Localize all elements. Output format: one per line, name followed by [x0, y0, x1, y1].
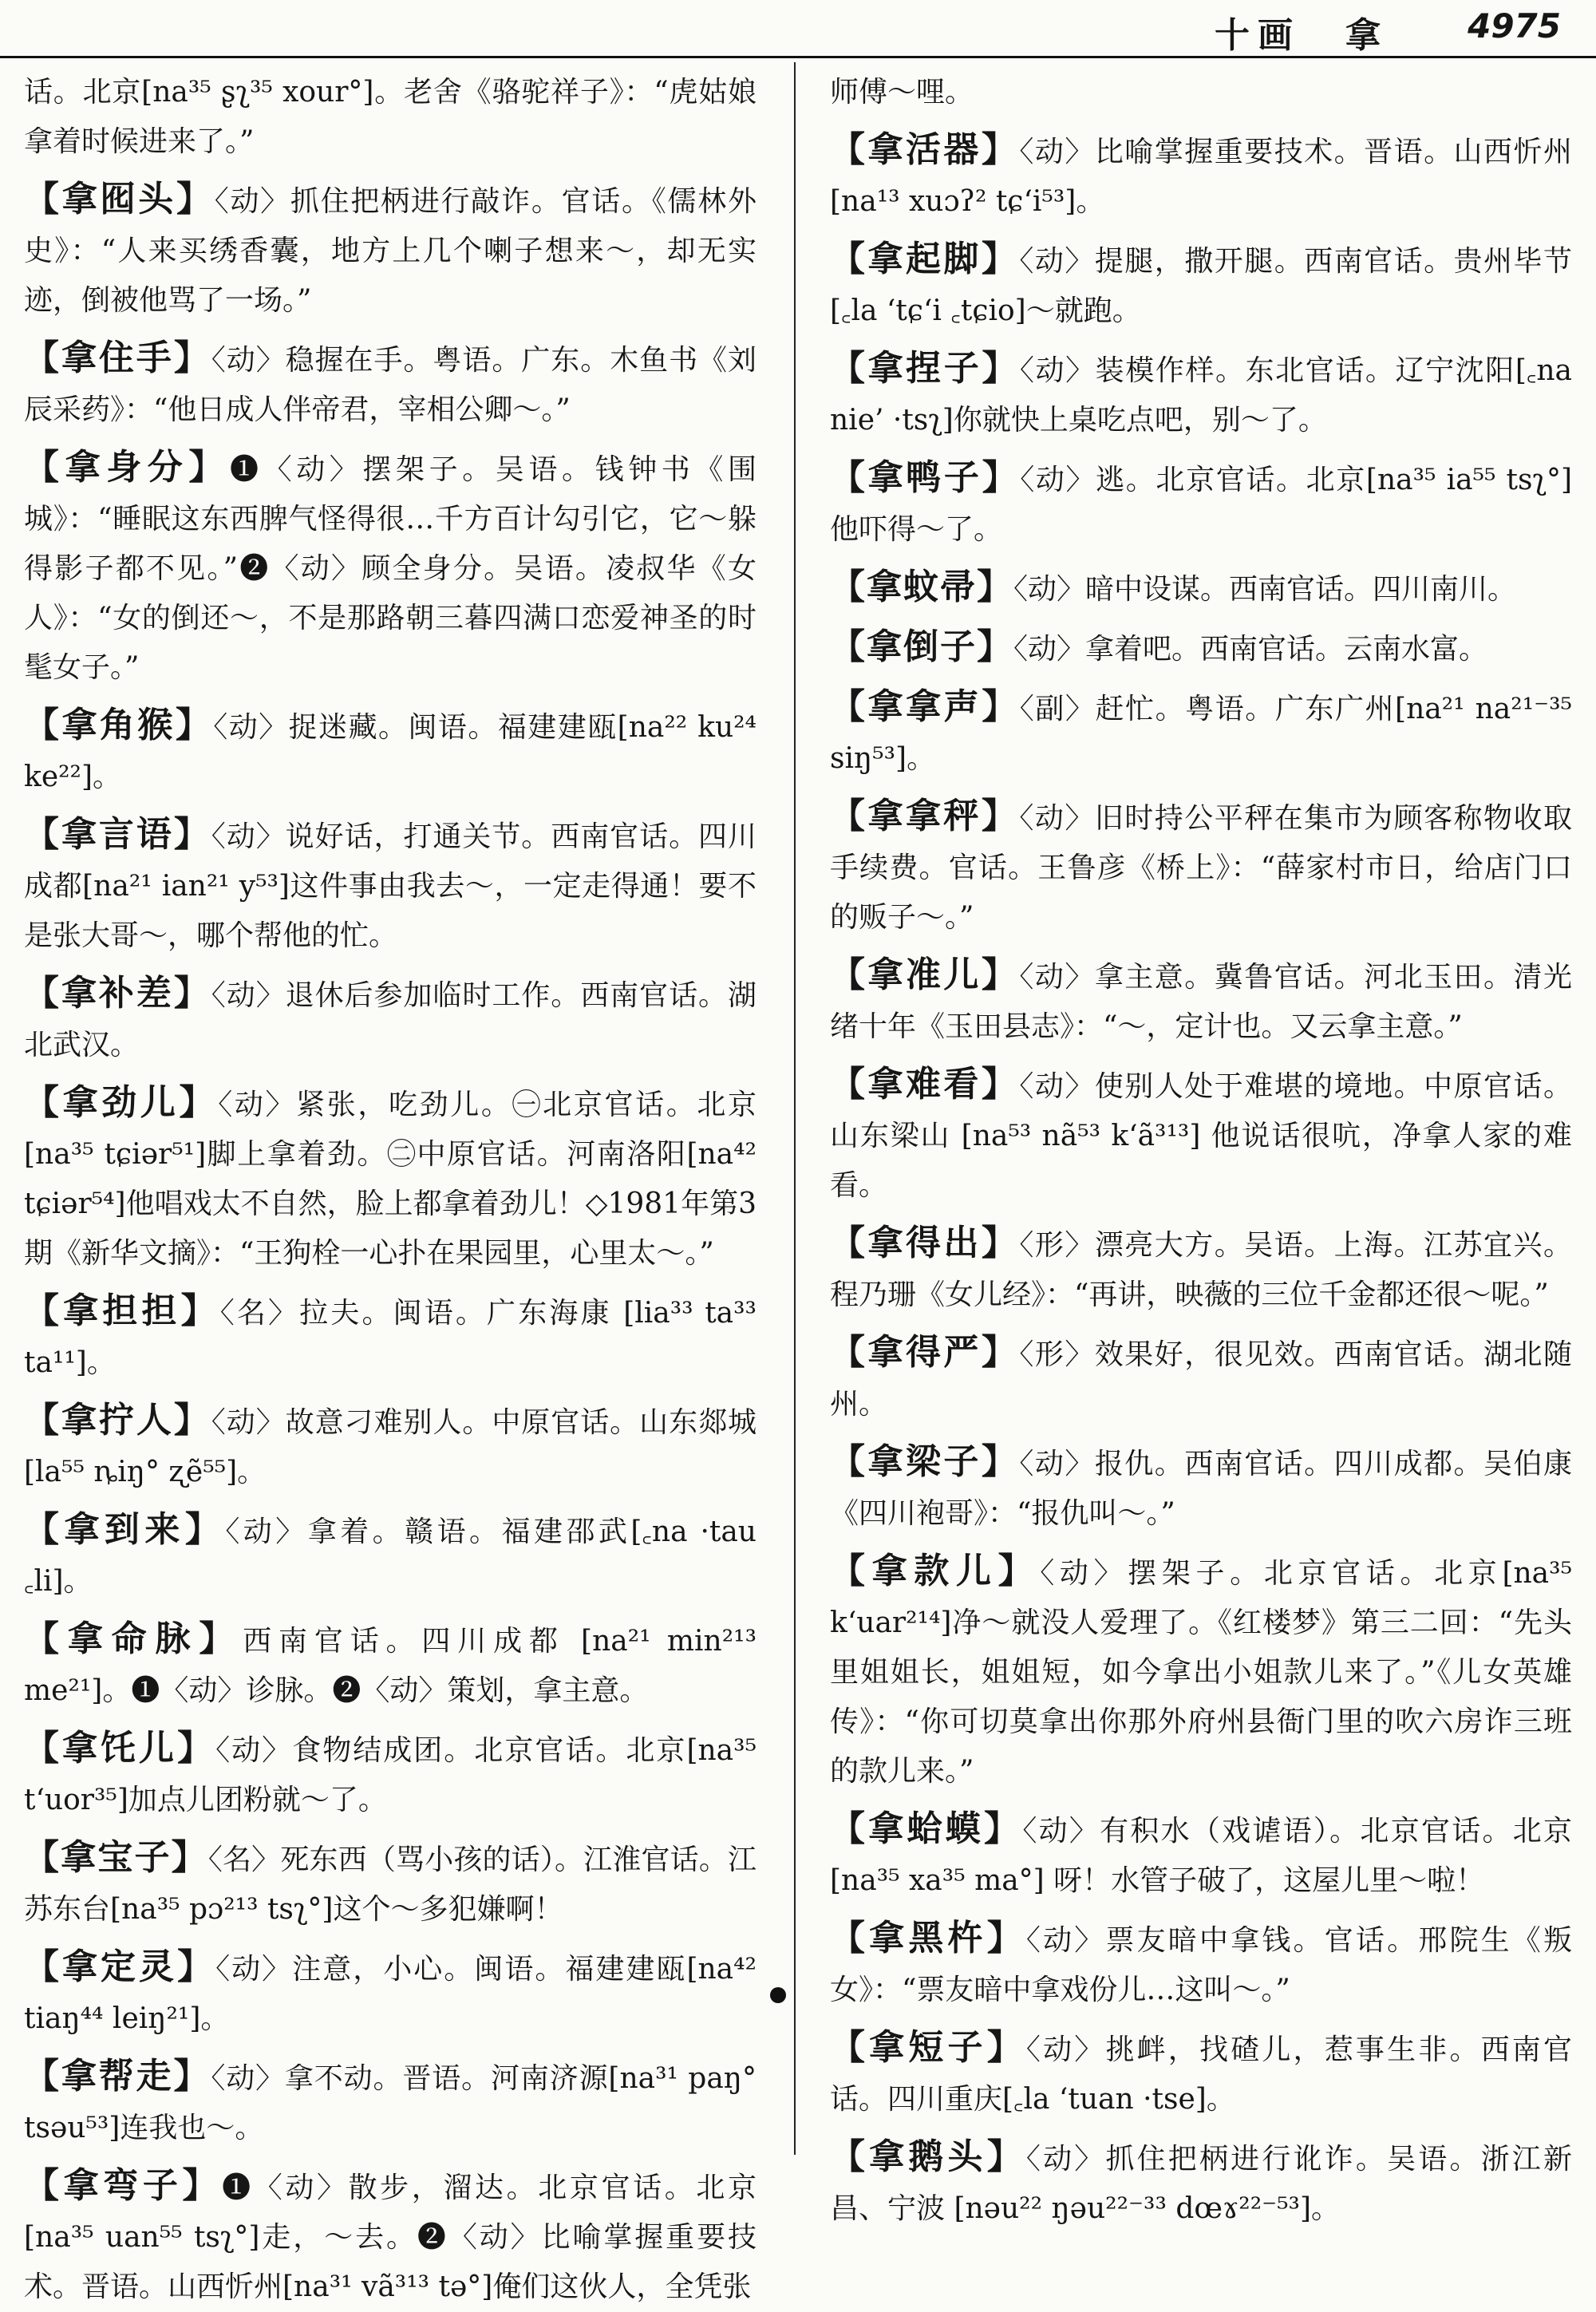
entry-definition: 〈动〉稳握在手。粤语。广东。木鱼书《刘辰采药》：“他日成人伴帝君，宰相公卿～。”: [24, 344, 757, 426]
entry-definition: 〈动〉票友暗中拿钱。官话。邢院生《叛女》：“票友暗中拿戏份儿…这叫～。”: [830, 1924, 1572, 2006]
entry-definition: 〈动〉拿着吧。西南官话。云南水富。: [1013, 633, 1488, 666]
entry-headword: 【拿得出】: [830, 1223, 1020, 1263]
entry-headword: 【拿住手】: [24, 338, 211, 378]
dictionary-entry: [830, 682, 1572, 784]
entry-headword: 【拿活器】: [830, 129, 1020, 170]
entry-definition: 〈名〉死东西（骂小孩的话）。江淮官话。江苏东台[na³⁵ pɔ²¹³ tsʅ°]这个～多犯嫌啊！: [24, 1844, 757, 1926]
entry-definition: 西南官话。四川成都 [na²¹ min²¹³ me²¹]。❶〈动〉诊脉。❷〈动〉策划，拿主意。: [24, 1625, 757, 1707]
entry-definition: 〈副〉赶忙。粤语。广东广州[na²¹ na²¹⁻³⁵ siŋ⁵³]。: [830, 693, 1572, 775]
entry-definition: 〈名〉拉夫。闽语。广东海康 [lia³³ ta³³ ta¹¹]。: [24, 1297, 757, 1379]
entry-definition: 〈动〉紧张，吃劲儿。㊀北京官话。北京[na³⁵ tɕiər⁵¹]脚上拿着劲。㊁中原官话。河南洛阳[na⁴² tɕiər⁵⁴]他唱戏太不自然，脸上都拿着劲儿！◇1981年第3期《新华文摘》：“王狗栓一心扑在果园里，心里太～。”: [24, 1089, 757, 1270]
entry-headword: 【拿鹅头】: [830, 2136, 1026, 2177]
dictionary-entry: [830, 1060, 1572, 1211]
entry-headword: 【拿身分】: [24, 447, 230, 488]
entry-headword: 【拿黑杵】: [830, 1918, 1026, 1958]
entry-headword: 【拿弯子】: [24, 2165, 223, 2206]
entry-definition: 〈形〉效果好，很见效。西南官话。湖北随州。: [830, 1338, 1572, 1421]
dictionary-entry: [24, 1286, 757, 1388]
dictionary-entry: [24, 1078, 757, 1279]
entry-headword: 【拿饦儿】: [24, 1728, 216, 1769]
left-column: [24, 68, 757, 2303]
dictionary-entry: [24, 810, 757, 961]
entry-headword: 【拿梁子】: [830, 1441, 1020, 1482]
entry-definition: 〈动〉报仇。西南官话。四川成都。吴伯康《四川袍哥》：“报仇叫～。”: [830, 1448, 1572, 1530]
dictionary-entry: [24, 2161, 757, 2312]
entry-headword: 【拿囮头】: [24, 179, 215, 219]
entry-definition: 〈动〉拿不动。晋语。河南济源[na³¹ paŋ° tsəu⁵³]连我也～。: [24, 2062, 757, 2144]
dictionary-entry: [830, 125, 1572, 227]
dictionary-entry: [24, 1833, 757, 1935]
dictionary-entry: [24, 701, 757, 802]
entry-definition: 〈动〉暗中设谋。西南官话。四川南川。: [1013, 573, 1517, 606]
entry-definition: 〈动〉比喻掌握重要技术。晋语。山西忻州[na¹³ xuɔʔ² tɕ‘i⁵³]。: [830, 136, 1572, 218]
entry-headword: 【拿准儿】: [830, 954, 1020, 995]
entry-headword: 【拿担担】: [24, 1290, 220, 1331]
entry-headword: 【拿蚊帚】: [830, 567, 1013, 607]
entry-headword: 【拿难看】: [830, 1064, 1020, 1105]
entry-headword: 【拿劲儿】: [24, 1082, 219, 1123]
dictionary-entry: [830, 1437, 1572, 1539]
entry-continuation: [24, 68, 757, 167]
entry-headword: 【拿捏子】: [830, 348, 1020, 389]
dictionary-entry: [830, 1328, 1572, 1429]
entry-headword: 【拿鸭子】: [830, 457, 1021, 498]
dictionary-entry: [24, 969, 757, 1070]
dictionary-entry: [24, 2052, 757, 2153]
entry-definition: 〈动〉注意，小心。闽语。福建建瓯[na⁴² tiaŋ⁴⁴ leiŋ²¹]。: [24, 1953, 757, 2035]
entry-definition: 〈动〉食物结成团。北京官话。北京[na³⁵ t‘uor³⁵]加点儿团粉就～了。: [24, 1734, 757, 1816]
dictionary-entry: [830, 1804, 1572, 1906]
entry-definition: 〈动〉拿主意。冀鲁官话。河北玉田。清光绪十年《玉田县志》：“～，定计也。又云拿主意。”: [830, 961, 1572, 1043]
entry-definition: 师傅～哩。: [830, 76, 974, 109]
dictionary-entry: [830, 344, 1572, 445]
dictionary-entry: [830, 792, 1572, 943]
entry-definition: ❶〈动〉散步，溜达。北京官话。北京[na³⁵ uan⁵⁵ tsʅ°]走，～去。❷〈动〉比喻掌握重要技术。晋语。山西忻州[na³¹ vã³¹³ tə°]俺们这伙人，全凭张: [24, 2172, 757, 2303]
entry-definition: 话。北京[na³⁵ ʂʅ³⁵ xour°]。老舍《骆驼祥子》：“虎姑娘拿着时候进来了。”: [24, 76, 757, 158]
dictionary-entry: [24, 1505, 757, 1607]
dictionary-entry: [830, 563, 1572, 615]
entry-definition: 〈动〉逃。北京官话。北京[na³⁵ ia⁵⁵ tsʅ°]他吓得～了。: [830, 464, 1573, 546]
dictionary-entry: [24, 1724, 757, 1825]
entry-headword: 【拿得严】: [830, 1332, 1020, 1373]
section-title: 十画: [1215, 15, 1301, 56]
entry-definition: 〈动〉退休后参加临时工作。西南官话。湖北武汉。: [24, 979, 757, 1061]
entry-headword: 【拿蛤蟆】: [830, 1808, 1023, 1849]
dictionary-entry: [830, 1547, 1572, 1796]
dictionary-entry: [830, 950, 1572, 1052]
right-column: [830, 68, 1573, 2225]
dictionary-entry: [24, 443, 757, 693]
dictionary-entry: [24, 1396, 757, 1497]
entry-headword: 【拿到来】: [24, 1509, 226, 1550]
entry-definition: 〈动〉摆架子。北京官话。北京[na³⁵ k‘uar²¹⁴]净～就没人爱理了。《红楼梦》第三二回：“先头里姐姐长，姐姐短，如今拿出小姐款儿来了。”《儿女英雄传》：“你可切莫拿出你那外府州县衙门里的吹六房诈三班的款儿来。”: [830, 1557, 1573, 1788]
dictionary-entry: [24, 1614, 757, 1716]
entry-headword: 【拿拿秤】: [830, 796, 1020, 836]
entry-headword: 【拿款儿】: [830, 1551, 1041, 1591]
entry-continuation: [830, 68, 1572, 117]
entry-headword: 【拿定灵】: [24, 1946, 216, 1987]
column-divider: [794, 62, 796, 2155]
dictionary-entry: [830, 2132, 1572, 2234]
entry-definition: 〈动〉装模作样。东北官话。辽宁沈阳[꜀na nie’ ·tsʅ]你就快上桌吃点吧，别～了。: [830, 354, 1572, 437]
entry-definition: 〈动〉抓住把柄进行敲诈。官话。《儒林外史》：“人来买绣香囊，地方上几个喇子想来～，却无实迹，倒被他骂了一场。”: [24, 185, 757, 317]
entry-headword: 【拿拿声】: [830, 686, 1020, 727]
entry-headword: 【拿拧人】: [24, 1400, 211, 1441]
entry-headword: 【拿补差】: [24, 973, 211, 1014]
entry-headword: 【拿短子】: [830, 2027, 1026, 2068]
dictionary-entry: [830, 2023, 1572, 2124]
entry-headword: 【拿帮走】: [24, 2056, 211, 2097]
dictionary-entry: [24, 334, 757, 435]
dictionary-entry: [830, 1219, 1572, 1320]
entry-headword: 【拿命脉】: [24, 1618, 243, 1659]
entry-headword: 【拿宝子】: [24, 1837, 208, 1878]
dictionary-entry: [830, 1914, 1572, 2015]
entry-headword: 【拿言语】: [24, 814, 211, 855]
entry-definition: 〈动〉说好话，打通关节。西南官话。四川成都[na²¹ ian²¹ y⁵³]这件事由我去～，一定走得通！要不是张大哥～，哪个帮他的忙。: [24, 820, 757, 952]
entry-headword: 【拿起脚】: [830, 239, 1020, 279]
section-character: 拿: [1345, 15, 1381, 56]
entry-definition: 〈动〉捉迷藏。闽语。福建建瓯[na²² ku²⁴ ke²²]。: [24, 711, 757, 793]
entry-definition: 〈动〉挑衅，找碴儿，惹事生非。西南官话。四川重庆[꜀la ‘tuan ·tse]。: [830, 2033, 1572, 2116]
page-header: [0, 0, 1596, 58]
entry-definition: 〈动〉旧时持公平秤在集市为顾客称物收取手续费。官话。王鲁彦《桥上》：“薛家村市日，给店门口的贩子～。”: [830, 802, 1572, 934]
dictionary-entry: [830, 622, 1572, 674]
page-number: 4975: [1468, 6, 1561, 45]
entry-definition: 〈动〉故意刁难别人。中原官话。山东郯城[la⁵⁵ ȵiŋ° ʐẽ⁵⁵]。: [24, 1406, 757, 1488]
dictionary-entry: [830, 453, 1572, 555]
entry-definition: 〈动〉有积水（戏谑语）。北京官话。北京[na³⁵ xa³⁵ ma°] 呀！水管子破了，这屋儿里～啦！: [830, 1815, 1572, 1897]
entry-headword: 【拿角猴】: [24, 705, 214, 745]
margin-dot: [770, 1987, 786, 2003]
entry-definition: 〈形〉漂亮大方。吴语。上海。江苏宜兴。程乃珊《女儿经》：“再讲，映薇的三位千金都还很～呢。”: [830, 1229, 1572, 1311]
entry-headword: 【拿倒子】: [830, 626, 1013, 667]
dictionary-entry: [24, 1942, 757, 2044]
entry-definition: ❶〈动〉摆架子。吴语。钱钟书《围城》：“睡眠这东西脾气怪得很…千方百计勾引它，它～躲得影子都不见。”❷〈动〉顾全身分。吴语。凌叔华《女人》：“女的倒还～，不是那路朝三暮四满口恋爱神圣的时髦女子。”: [24, 453, 757, 684]
dictionary-entry: [24, 175, 757, 326]
dictionary-entry: [830, 235, 1572, 336]
entry-definition: 〈动〉提腿，撒开腿。西南官话。贵州毕节[꜀la ‘tɕ‘i ꜀tɕio]～就跑。: [830, 245, 1572, 327]
entry-definition: 〈动〉使别人处于难堪的境地。中原官话。山东梁山 [na⁵³ nã⁵³ k‘ã³¹³] 他说话很吭，净拿人家的难看。: [830, 1070, 1572, 1202]
entry-definition: 〈动〉拿着。赣语。福建邵武[꜀na ·tau ꜀li]。: [24, 1516, 757, 1598]
entry-definition: 〈动〉抓住把柄进行讹诈。吴语。浙江新昌、宁波 [nəu²² ŋəu²²⁻³³ dœɤ²²⁻⁵³]。: [830, 2143, 1572, 2225]
